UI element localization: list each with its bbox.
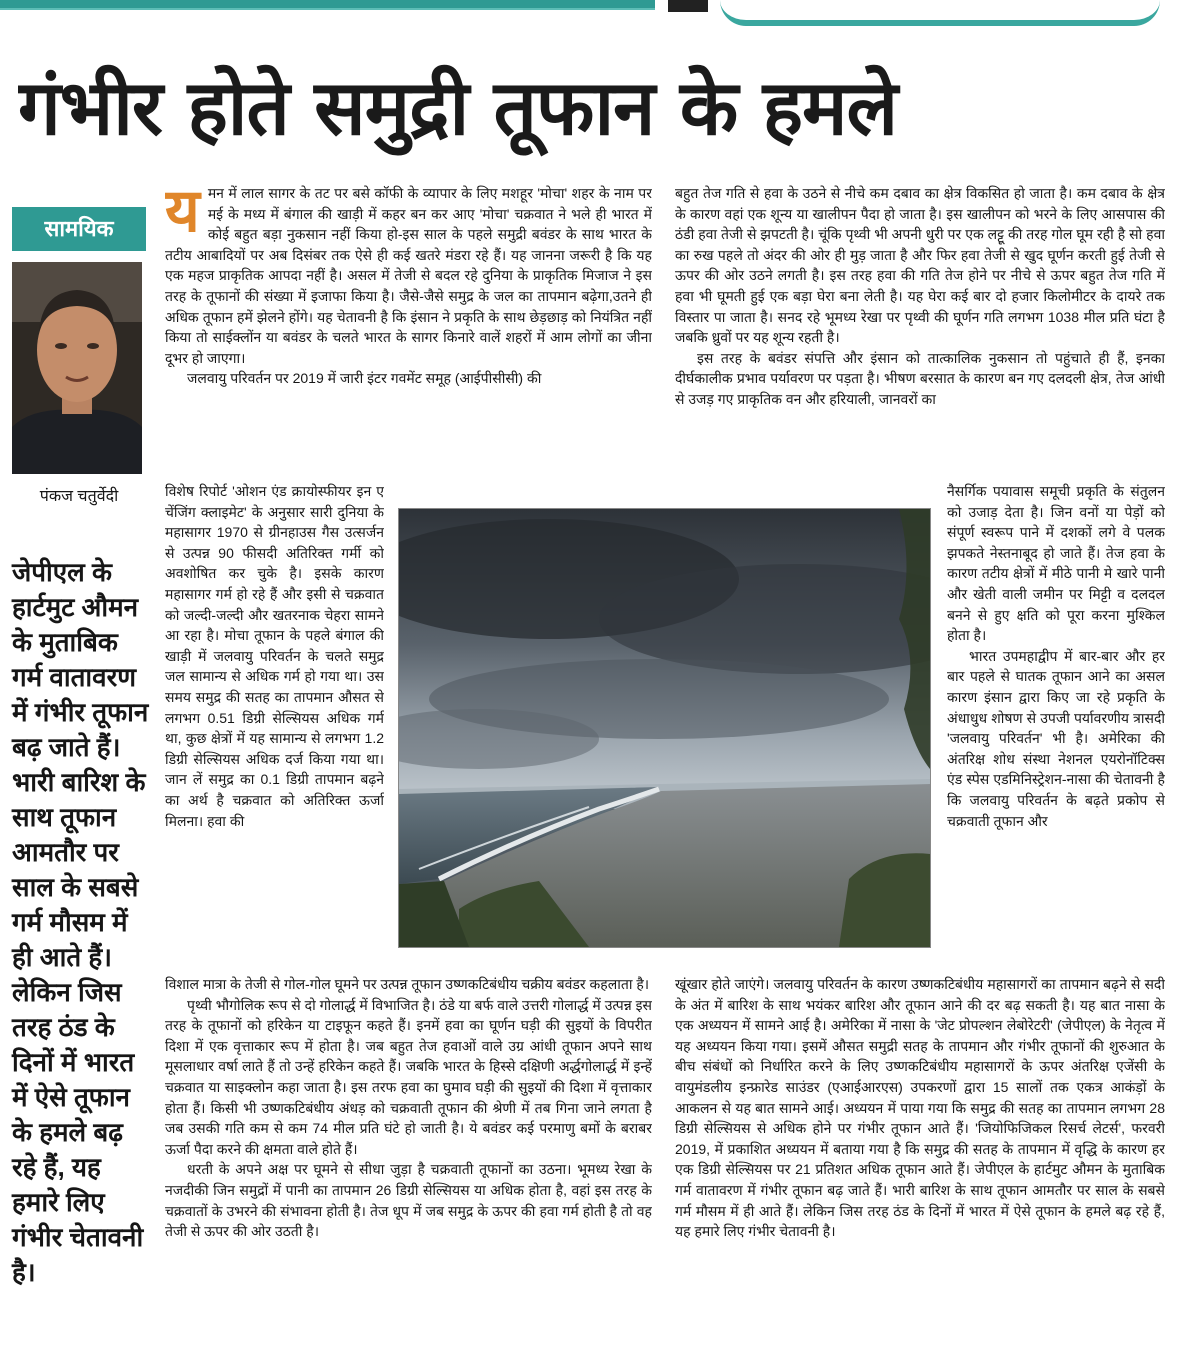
author-portrait-graphic <box>12 262 142 474</box>
masthead-band <box>0 0 655 8</box>
article-paragraph: मन में लाल सागर के तट पर बसे कॉफी के व्यापार के लिए मशहूर 'मोचा' शहर के नाम पर मई के मध्य में बंगाल की खाड़ी में कहर बन कर आए 'मोचा' चक्रवात ने भले ही भारत में कोई बहुत बड़ा नुकसान नहीं किया हो-इस साल के पहले समुद्री बवंडर के साथ भारत के तटीय आबादियों पर अब दिसंबर तक ऐसे ही कई खतरे मंडरा रहे हैं। यह जानना जरूरी है कि यह एक महज प्राकृतिक आपदा नहीं है। असल में तेजी से बदल रहे दुनिया के प्राकृतिक मिजाज ने इस तरह के तूफानों की संख्या में इजाफा किया है। जैसे-जैसे समुद्र के जल का तापमान बढ़ेगा,उतने ही अधिक तूफान हमें झेलने होंगे। यह चेतावनी है कि इंसान ने प्रकृति के साथ छेड़छाड़ को नियंत्रित नहीं किया तो साईक्लोंन या बवंडर के चलते भारत के सागर किनारे वालें शहरों में आम लोगों का जीना दूभर हो जाएगा। <box>165 185 652 366</box>
article-column-left-narrow <box>165 481 384 974</box>
masthead-logo-fragment <box>720 0 1160 26</box>
article-column-right-top <box>675 183 1165 479</box>
storm-coast-illustration <box>399 509 930 947</box>
article-paragraph: विशाल मात्रा के तेजी से गोल-गोल घूमने पर उत्पन्न तूफान उष्णकटिबंधीय चक्रीय बवंडर कहलाता है। <box>165 976 650 992</box>
article-column-left-bottom <box>165 974 652 1344</box>
masthead-mark <box>668 0 708 12</box>
section-tag: सामयिक <box>12 207 146 251</box>
headline: गंभीर होते समुद्री तूफान के हमले <box>18 63 897 152</box>
author-photo <box>12 262 142 474</box>
article-paragraph: जलवायु परिवर्तन पर 2019 में जारी इंटर गवमेंट समूह (आईपीसीसी) की <box>187 370 542 387</box>
article-paragraph: विशेष रिपोर्ट 'ओशन एंड क्रायोस्फीयर इन ए चेंजिंग क्लाइमेट' के अनुसार सारी दुनिया के महासागर 1970 से ग्रीनहाउस गैस उत्सर्जन से उत्पन्न 90 फीसदी अतिरिक्त गर्मी को अवशोषित कर चुके है। इसके कारण महासागर गर्म हो रहे हैं और इसी से चक्रवात को जल्दी-जल्दी और खतरनाक चेहरा सामने आ रहा है। मोचा तूफान के पहले बंगाल की खाड़ी में जलवायु परिवर्तन के चलते समुद्र जल सामान्य से अधिक गर्म हो गया था। उस समय समुद्र की सतह का तापमान औसत से लगभग 0.51 डिग्री सेल्सियस अधिक गर्म था, कुछ क्षेत्रों में यह सामान्य से लगभग 1.2 डिग्री सेल्सियस अधिक दर्ज किया गया था। जान लें समुद्र का 0.1 डिग्री तापमान बढ़ने का अर्थ है चक्रवात को अतिरिक्त ऊर्जा मिलना। हवा की <box>165 483 384 829</box>
drop-cap: य <box>165 183 200 244</box>
article-paragraph: पृथ्वी भौगोलिक रूप से दो गोलार्द्ध में विभाजित है। ठंडे या बर्फ वाले उत्तरी गोलार्द्ध में उत्पन्न इस तरह के तूफानों को हरिकेन या टाइफून कहते हैं। इनमें हवा का घूर्णन घड़ी की सुइयों के विपरीत दिशा में एक वृत्ताकार रूप में होता है। जब बहुत तेज हवाओं वाले उग्र आंधी तूफान अपने साथ मूसलाधार वर्षा लाते हैं तो उन्हें हरिकेन कहते हैं। जबकि भारत के हिस्से दक्षिणी अर्द्धगोलार्द्ध में इन्हें चक्रवात या साइक्लोन कहा जाता है। इस तरफ हवा का घुमाव घड़ी की सुइयों की दिशा में वृत्ताकार होता हैं। किसी भी उष्णकटिबंधीय अंधड़ को चक्रवाती तूफान की श्रेणी में तब गिना जाने लगता है जब उसकी गति कम से कम 74 मील प्रति घंटे हो जाती है। ये बवंडर कई परमाणु बमों के बराबर ऊर्जा पैदा करने की क्षमता वाले होते हैं। <box>165 996 652 1157</box>
article-column-right-bottom <box>675 974 1165 1344</box>
article-column-left-top <box>165 183 652 479</box>
article-paragraph: खूंखार होते जाएंगे। जलवायु परिवर्तन के कारण उष्णकटिबंधीय महासागरों का तापमान बढ़ने से सदी के अंत में बारिश के साथ भयंकर बारिश और तूफान आने की दर बढ़ सकती है। यह बात नासा के एक अध्ययन में सामने आई है। अमेरिका में नासा के 'जेट प्रोपल्शन लेबोरेटरी' (जेपीएल) के नेतृत्व में यह अध्ययन किया गया। इसमें औसत समुद्री सतह के तापमान और गंभीर तूफानों की शुरुआत के बीच संबंधों को निर्धारित करने के लिए उष्णकटिबंधीय महासागरों के ऊपर अंतरिक्ष एजेंसी के वायुमंडलीय इन्फ्रारेड साउंडर (एआईआरएस) उपकरणों द्वारा 15 सालों तक एकत्र आकंड़ों के आकलन से यह बात सामने आई। अध्ययन में पाया गया कि समुद्र की सतह का तापमान लगभग 28 डिग्री सेल्सियस से अधिक होने पर गंभीर तूफान आते हैं। 'जियोफिजिकल रिसर्च लेटर्स', फरवरी 2019, में प्रकाशित अध्ययन में बताया गया है कि समुद्र की सतह के तापमान में वृद्धि के कारण हर एक डिग्री सेल्सियस पर 21 प्रतिशत अधिक तूफान आते हैं। जेपीएल के हार्टमुट औमन के मुताबिक गर्म वातावरण में गंभीर तूफान बढ़ जाते हैं। भारी बारिश के साथ तूफान आमतौर पर साल के सबसे गर्म मौसम में ही आते हैं। लेकिन जिस तरह ठंड के दिनों में भारत में ऐसे तूफान के हमले बढ़ रहे हैं, यह हमारे लिए गंभीर चेतावनी है। <box>675 976 1165 1240</box>
article-paragraph: धरती के अपने अक्ष पर घूमने से सीधा जुड़ा है चक्रवाती तूफानों का उठना। भूमध्य रेखा के नजदीकी जिन समुद्रों में पानी का तापमान 26 डिग्री सेल्सियस या अधिक होता है, वहां इस तरह के चक्रवातों के उभरने की संभावना होती है। तेज धूप में जब समुद्र के ऊपर की हवा गर्म होती है तो वह तेजी से ऊपर की ओर उठती है। <box>165 1161 652 1240</box>
article-paragraph: नैसर्गिक पयावास समूची प्रकृति के संतुलन को उजाड़ देता है। जिन वनों या पेड़ों को संपूर्ण स्वरूप पाने में दशकों लगे वे पलक झपकते नेस्तनाबूद हो जाते हैं। तेज हवा के कारण तटीय क्षेत्रों में मीठे पानी मे खारे पानी और खेती वाली जमीन पर मिट्टी व दलदल बनने से हुए क्षति को पूरा करना मुश्किल होता है। <box>947 483 1165 644</box>
article-column-right-narrow <box>947 481 1165 974</box>
pull-quote: जेपीएल के हार्टमुट औमन के मुताबिक गर्म वातावरण में गंभीर तूफान बढ़ जाते हैं। भारी बारिश के साथ तूफान आमतौर पर साल के सबसे गर्म मौसम में ही आते हैं। लेकिन जिस तरह ठंड के दिनों में भारत में ऐसे तूफान के हमले बढ़ रहे हैं, यह हमारे लिए गंभीर चेतावनी है। <box>12 557 149 1287</box>
article-paragraph: इस तरह के बवंडर संपत्ति और इंसान को तात्कालिक नुकसान तो पहुंचाते ही हैं, इनका दीर्घकालीक प्रभाव पर्यावरण पर पड़ता है। भीषण बरसात के कारण बन गए दलदली क्षेत्र, तेज आंधी से उजड़ गए प्राकृतिक वन और हरियाली, जानवरों का <box>675 349 1165 407</box>
masthead-rule <box>0 8 655 10</box>
article-paragraph: भारत उपमहाद्वीप में बार-बार और हर बार पहले से घातक तूफान आने का असल कारण इंसान द्वारा किए जा रहे प्रकृति के अंधाधुध शोषण से उपजी पर्यावरणीय त्रासदी 'जलवायु परिवर्तन' भी है। अमेरिका की अंतरिक्ष शोध संस्था नेशनल एयरोनॉटिक्स एंड स्पेस एडमिनिस्ट्रेशन-नासा की चेतावनी है कि जलवायु परिवर्तन के बढ़ते प्रकोप से चक्रवाती तूफान और <box>947 647 1165 829</box>
storm-coast-photo <box>399 509 930 947</box>
article-paragraph: बहुत तेज गति से हवा के उठने से नीचे कम दबाव का क्षेत्र विकसित हो जाता है। कम दबाव के क्षेत्र के कारण वहां एक शून्य या खालीपन पैदा हो जाता है। इस खालीपन को भरने के लिए आसपास की ठंडी हवा तेजी से झपटती है। चूंकि पृथ्वी भी अपनी धुरी पर एक लट्टू की तरह गोल घूम रही है सो हवा का रुख पहले तो अंदर की ओर ही मुड़ जाता है और फिर हवा तेजी से खुद घूर्णन करती हुई तेजी से ऊपर की ओर उठने लगती है। इस तरह हवा की गति तेज होने पर नीचे से ऊपर बहुत तेज गति में हवा भी घूमती हुई एक बड़ा घेरा बना लेती है। यह घेरा कई बार दो हजार किलोमीटर के दायरे तक विस्तार पा जाता है। सनद रहे भूमध्य रेखा पर पृथ्वी की घूर्णन गति लगभग 1038 मील प्रति घंटा है जबकि ध्रुवों पर यह शून्य रहती है। <box>675 185 1165 346</box>
author-name: पंकज चतुर्वेदी <box>39 488 119 505</box>
